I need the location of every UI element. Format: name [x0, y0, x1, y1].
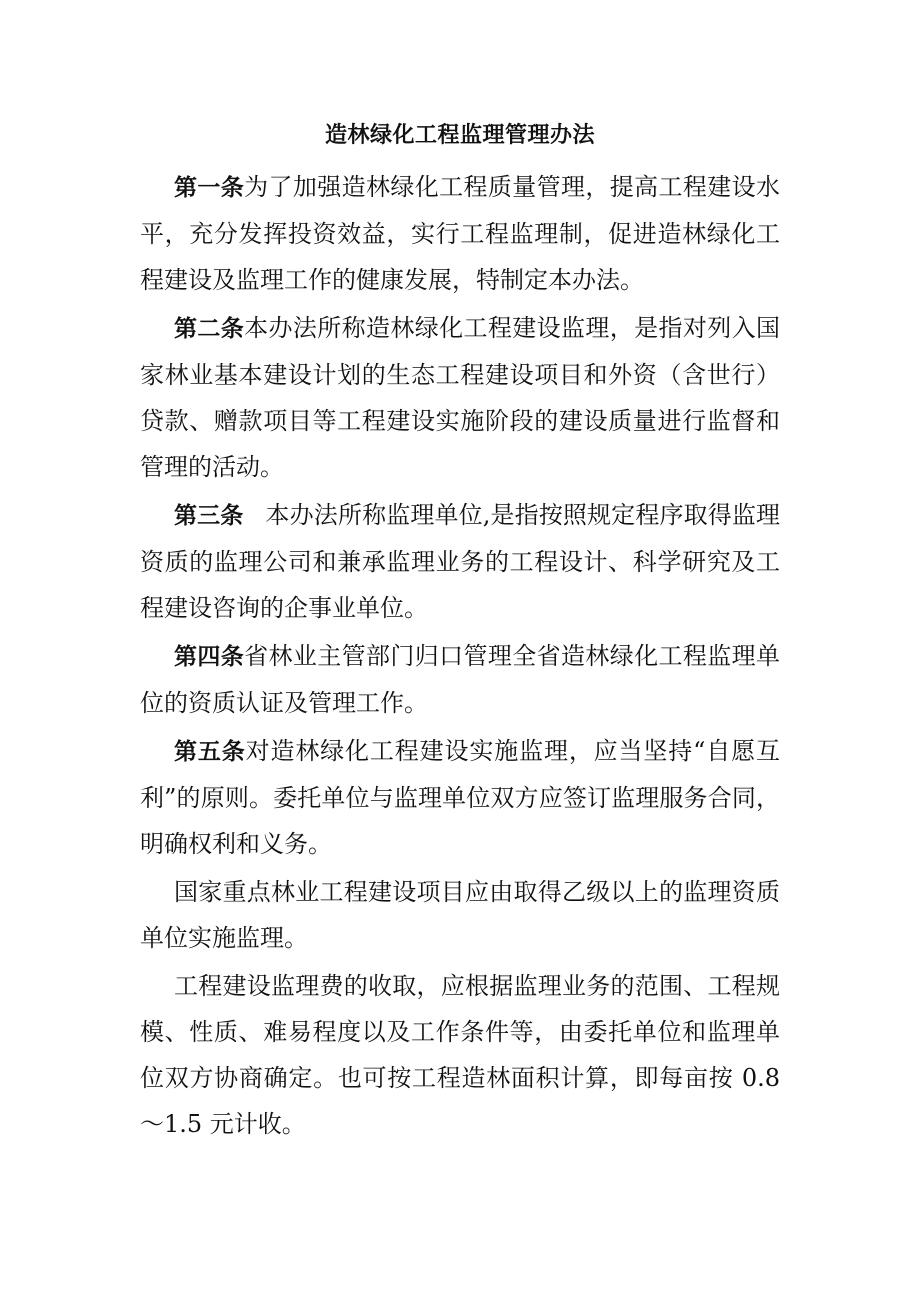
article-label: 第二条 [174, 316, 245, 342]
article-4 [140, 633, 780, 726]
article-label: 第一条 [174, 175, 245, 201]
article-text: 本办法所称监理单位,是指按照规定程序取得监理资质的监理公司和兼承监理业务的工程设计、科学研究及工程建设咨询的企事业单位。 [140, 501, 780, 622]
article-2 [140, 305, 780, 490]
paragraph: 国家重点林业工程建设项目应由取得乙级以上的监理资质单位实施监理。 [140, 878, 780, 952]
article-label: 第四条 [174, 644, 245, 670]
document-body [140, 164, 780, 1149]
article-1 [140, 164, 780, 303]
article-label: 第五条 [174, 739, 246, 765]
document-title: 造林绿化工程监理管理办法 [324, 123, 595, 148]
article-text: 对造林绿化工程建设实施监理，应当坚持“自愿互利”的原则。委托单位与监理单位双方应签订监理服务合同，明确权利和义务。 [140, 737, 780, 858]
article-5 [140, 728, 780, 867]
article-label: 第三条 [174, 503, 244, 529]
article-text: 为了加强造林绿化工程质量管理，提高工程建设水平，充分发挥投资效益，实行工程监理制，促进造林绿化工程建设及监理工作的健康发展，特制定本办法。 [140, 173, 780, 294]
article-text: 本办法所称造林绿化工程建设监理，是指对列入国家林业基本建设计划的生态工程建设项目和外资（含世行）贷款、赠款项目等工程建设实施阶段的建设质量进行监督和管理的活动。 [140, 314, 780, 481]
paragraph: 工程建设监理费的收取，应根据监理业务的范围、工程规模、性质、难易程度以及工作条件等，由委托单位和监理单位双方协商确定。也可按工程造林面积计算，即每亩按 0.8～1.5 元计收。 [140, 972, 780, 1138]
article-3 [140, 492, 780, 631]
article-text: 省林业主管部门归口管理全省造林绿化工程监理单位的资质认证及管理工作。 [140, 642, 780, 717]
